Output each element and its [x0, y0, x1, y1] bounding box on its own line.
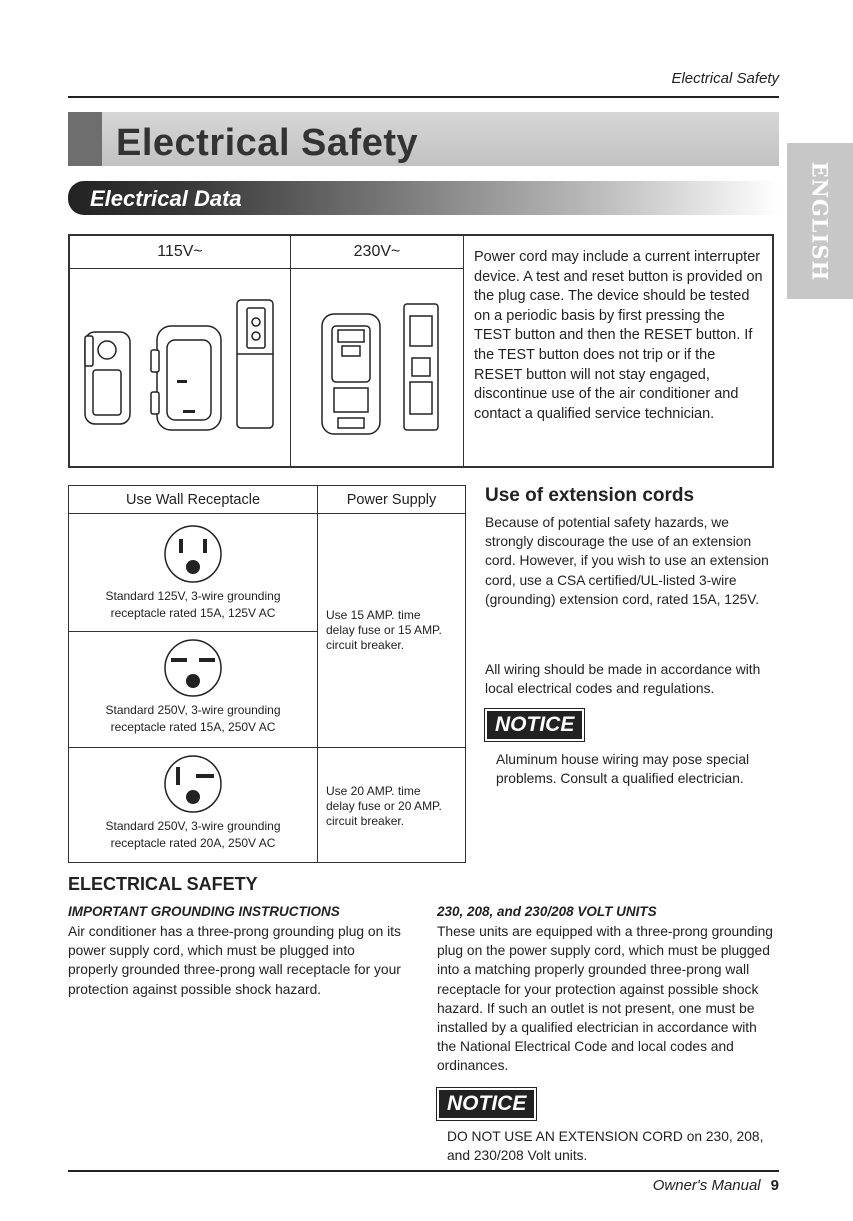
notice-badge-1: NOTICE — [487, 711, 582, 739]
footer — [653, 1177, 779, 1194]
receptacle-desc-1: Standard 125V, 3-wire grounding receptacle rated 15A, 125V AC — [105, 589, 281, 620]
col-230v: 230V~ — [291, 235, 464, 269]
receptacle-desc-3: Standard 250V, 3-wire grounding receptacle rated 20A, 250V AC — [105, 819, 281, 850]
plugs-230v-illustration — [291, 269, 464, 468]
receptacle-125v-icon — [158, 523, 228, 585]
footer-label: Owner's Manual — [652, 1177, 761, 1194]
receptacle-desc-2: Standard 250V, 3-wire grounding receptacle rated 15A, 250V AC — [105, 703, 281, 734]
page-number: 9 — [770, 1177, 779, 1194]
plug-230v-icon — [292, 270, 462, 460]
notice-text-2: DO NOT USE AN EXTENSION CORD on 230, 208, and 230/208 Volt units. — [447, 1129, 764, 1164]
grounding-instructions-text: Air conditioner has a three-prong grounding plug on its power supply cord, which must be plugged into properly grounded three-prong wall receptacle for your protection against possible shock hazard. — [68, 924, 401, 997]
receptacle-table — [68, 485, 466, 863]
receptacle-250v-20a-icon — [158, 753, 228, 815]
volt-units-text: These units are equipped with a three-prong grounding plug on the power supply cord, which must be plugged into a matching properly grounded three-prong wall receptacle for your protection against possible shock hazard. If such an outlet is not present, one must be installed by a qualified electrician in accordance with the National Electrical Code and local codes and ordinances. — [437, 924, 773, 1074]
receptacle-row-1 — [69, 514, 318, 632]
notice-badge-2: NOTICE — [439, 1090, 534, 1118]
extension-cords-heading: Use of extension cords — [485, 485, 695, 506]
title-marker — [68, 112, 102, 166]
language-tab-label: ENGLISH — [807, 161, 833, 281]
receptacle-row-3 — [69, 748, 318, 863]
plug-115v-icon — [71, 270, 289, 460]
power-supply-20a: Use 20 AMP. time delay fuse or 20 AMP. circuit breaker. — [318, 748, 466, 863]
plugs-115v-illustration — [69, 269, 291, 468]
section-title: Electrical Safety — [116, 122, 419, 164]
footer-rule — [68, 1170, 779, 1172]
header-rule — [68, 96, 779, 98]
col-115v: 115V~ — [69, 235, 291, 269]
electrical-data-table — [68, 234, 774, 468]
subsection-title: Electrical Data — [90, 186, 242, 211]
running-header: Electrical Safety — [671, 70, 779, 87]
volt-units-heading: 230, 208, and 230/208 VOLT UNITS — [437, 904, 657, 919]
grounding-instructions-heading: IMPORTANT GROUNDING INSTRUCTIONS — [68, 904, 340, 919]
header-wall-receptacle: Use Wall Receptacle — [69, 486, 318, 514]
receptacle-row-2 — [69, 632, 318, 748]
power-supply-15a: Use 15 AMP. time delay fuse or 15 AMP. circuit breaker. — [318, 514, 466, 748]
header-power-supply: Power Supply — [318, 486, 466, 514]
receptacle-250v-15a-icon — [158, 637, 228, 699]
notice-text-1: Aluminum house wiring may pose special problems. Consult a qualified electrician. — [496, 752, 750, 787]
extension-para-1: Because of potential safety hazards, we strongly discourage the use of an extension cord. However, if you wish to use an extension cord, use a CSA certified/UL-listed 3-wire (grounding) extension cord, rated 15A, 125V. — [485, 515, 769, 607]
electrical-safety-heading: ELECTRICAL SAFETY — [68, 874, 258, 894]
gfci-description: Power cord may include a current interrupter device. A test and reset button is provided on the plug case. The device should be tested on a periodic basis by first pressing the TEST button and then the RESET button. If the TEST button does not trip or if the RESET button will not stay engaged, discontinue use of the air conditioner and contact a qualified service technician. — [464, 235, 774, 467]
extension-para-2: All wiring should be made in accordance with local electrical codes and regulations. — [485, 662, 761, 697]
